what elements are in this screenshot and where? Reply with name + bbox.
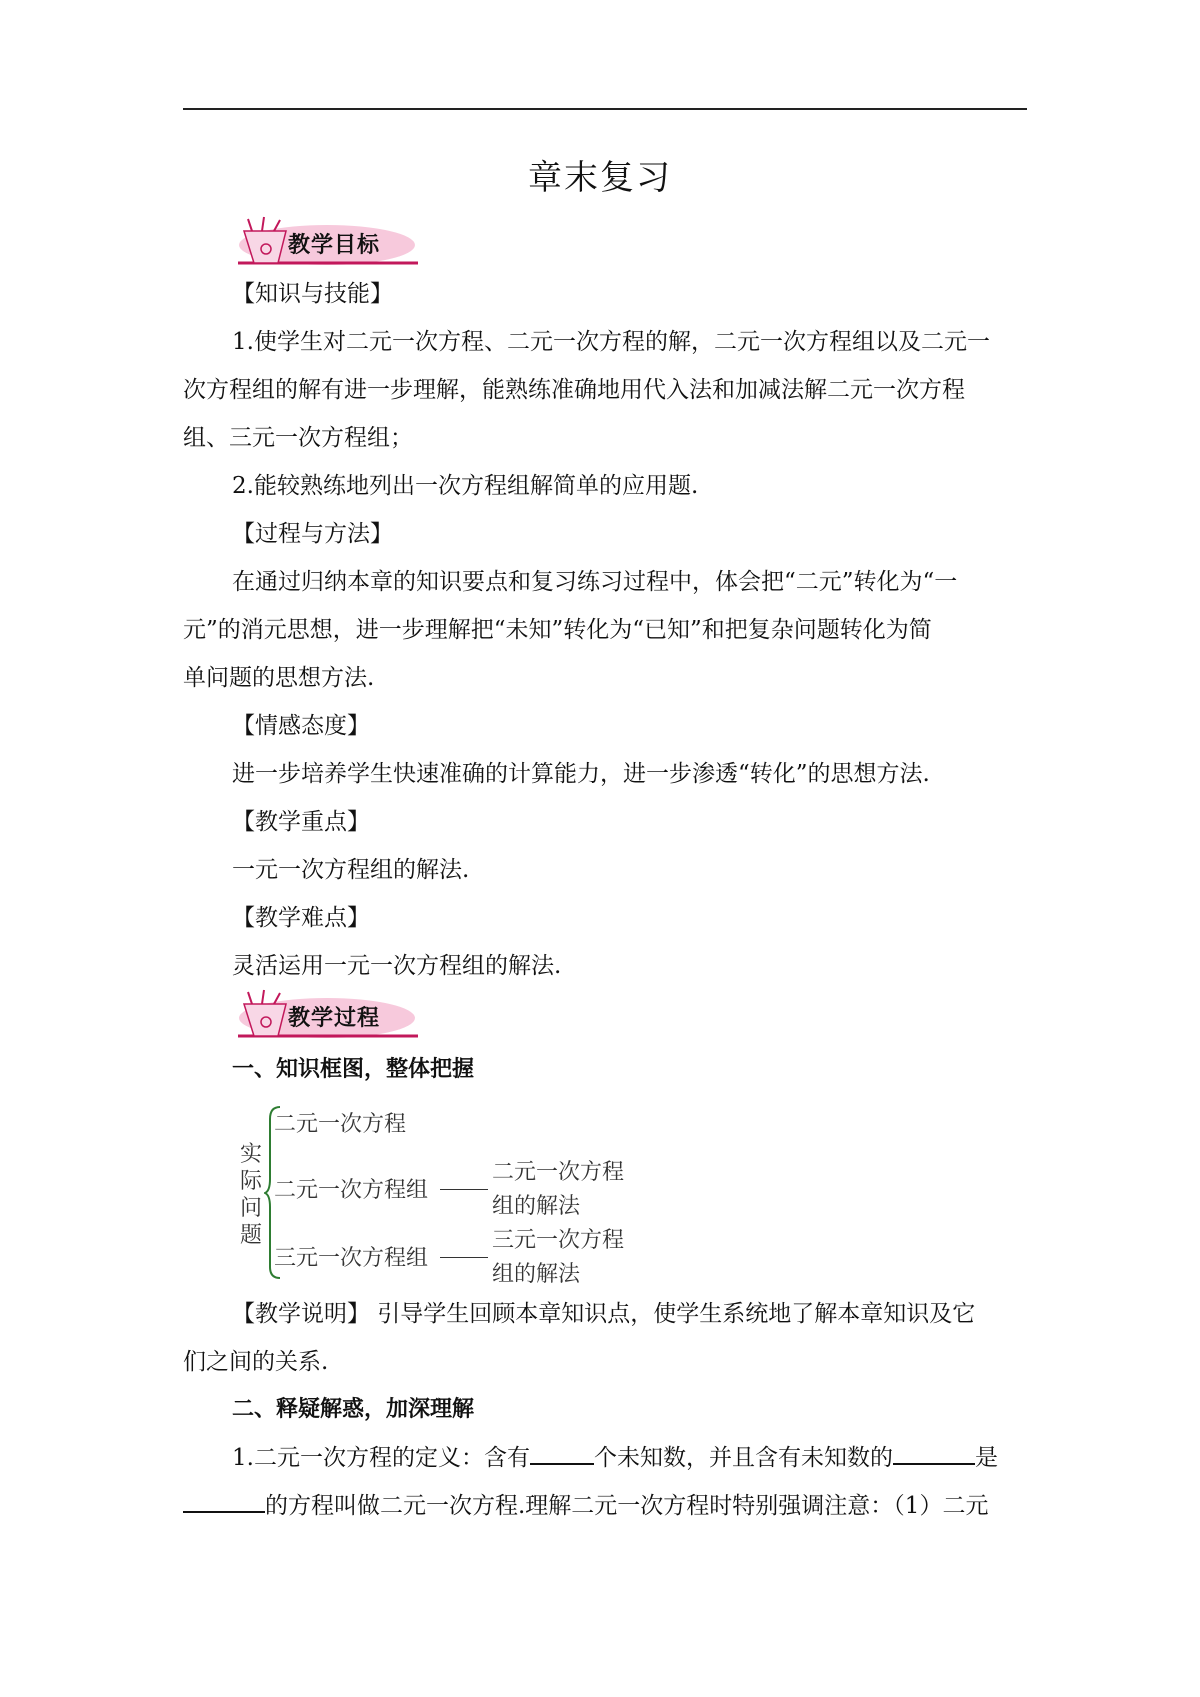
page-title: 章末复习: [528, 158, 672, 198]
part1-heading: 一、知识框图，整体把握: [232, 1057, 475, 1082]
diagram-branch2-result-line2: 组的解法: [492, 1194, 581, 1219]
diagram-branch2-result-line1: 二元一次方程: [492, 1160, 625, 1185]
teaching-process-badge-label: 教学过程: [288, 1006, 381, 1031]
ks-item1-line3: 组、三元一次方程组；: [183, 425, 413, 451]
blank-field[interactable]: [183, 1483, 265, 1513]
diagram-branch3-result-line1: 三元一次方程: [492, 1228, 625, 1253]
ks-item1-line2: 次方程组的解有进一步理解，能熟练准确地用代入法和加减法解二元一次方程: [183, 377, 965, 403]
teaching-goals-badge-label: 教学目标: [288, 233, 381, 258]
emotion-text: 进一步培养学生快速准确的计算能力，进一步渗透“转化”的思想方法.: [232, 761, 930, 787]
diagram-root: 实 际 问 题: [239, 1142, 262, 1248]
difficulty-text: 灵活运用一元一次方程组的解法.: [232, 953, 562, 979]
pm-line3: 单问题的思想方法.: [183, 665, 375, 691]
question1-line2: 的方程叫做二元一次方程.理解二元一次方程时特别强调注意：（1）二元: [183, 1482, 988, 1530]
section-knowledge-skills: 【知识与技能】: [232, 281, 393, 307]
question1-line1: 1.二元一次方程的定义：含有 个未知数，并且含有未知数的 是: [232, 1434, 998, 1482]
diagram-branch2: 二元一次方程组: [274, 1178, 429, 1203]
header-rule: [183, 108, 1027, 110]
diagram-branch1: 二元一次方程: [274, 1112, 407, 1137]
section-key-point: 【教学重点】: [232, 809, 370, 835]
blank-field[interactable]: [893, 1435, 975, 1465]
teaching-explanation: [232, 1290, 975, 1338]
part2-heading: 二、释疑解惑，加深理解: [232, 1397, 475, 1422]
section-process-method: 【过程与方法】: [232, 521, 393, 547]
pm-line2: 元”的消元思想，进一步理解把“未知”转化为“已知”和把复杂问题转化为简: [183, 617, 932, 643]
pm-line1: 在通过归纳本章的知识要点和复习练习过程中，体会把“二元”转化为“一: [232, 569, 958, 595]
ks-item1-line1: 1.使学生对二元一次方程、二元一次方程的解，二元一次方程组以及二元一: [232, 329, 990, 355]
diagram-connector: [440, 1189, 488, 1190]
explain-label: 【教学说明】: [232, 1301, 370, 1327]
explain-line1: 引导学生回顾本章知识点，使学生系统地了解本章知识及它: [370, 1301, 976, 1327]
blank-field[interactable]: [530, 1435, 594, 1465]
section-emotion: 【情感态度】: [232, 713, 370, 739]
explain-line2: 们之间的关系.: [183, 1349, 329, 1375]
diagram-branch3: 三元一次方程组: [274, 1246, 429, 1271]
diagram-branch3-result-line2: 组的解法: [492, 1262, 581, 1287]
knowledge-diagram: [230, 1105, 670, 1287]
ks-item2: 2.能较熟练地列出一次方程组解简单的应用题.: [232, 473, 699, 499]
section-difficulty: 【教学难点】: [232, 905, 370, 931]
key-point-text: 一元一次方程组的解法.: [232, 857, 470, 883]
diagram-connector: [440, 1257, 488, 1258]
